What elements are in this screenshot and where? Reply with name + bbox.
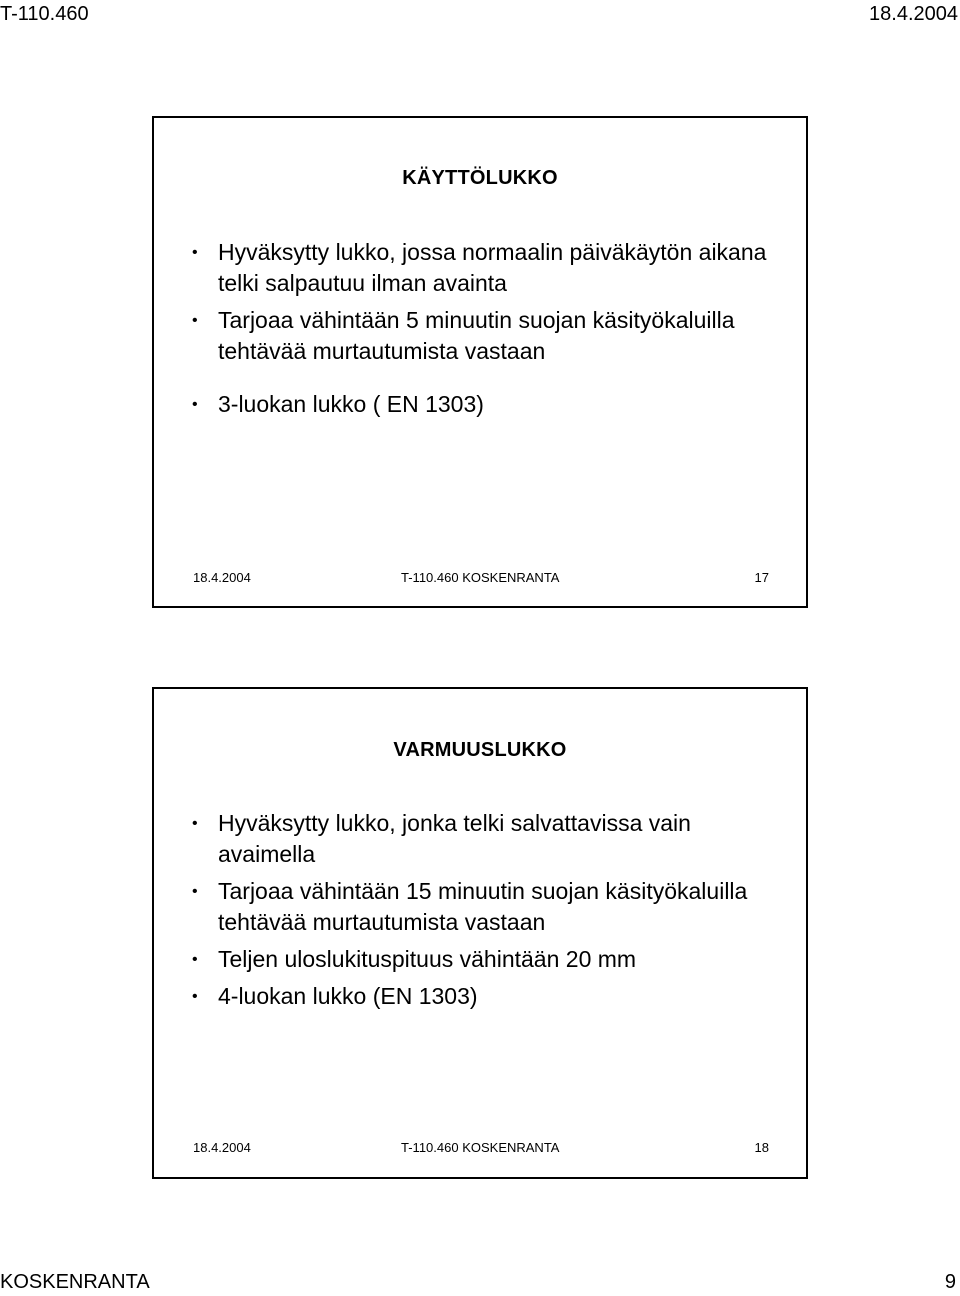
slide-footer-date: 18.4.2004: [193, 1140, 251, 1155]
bullet-icon: •: [192, 815, 198, 832]
slide-number: 18: [754, 1140, 769, 1155]
bullet-text: Teljen uloslukituspituus vähintään 20 mm: [218, 946, 637, 972]
bullet-icon: •: [192, 244, 198, 261]
slide-title: VARMUUSLUKKO: [393, 739, 567, 761]
bullet-item: [192, 876, 786, 938]
slide-footer-course: T-110.460 KOSKENRANTA: [401, 1140, 560, 1155]
bullet-icon: •: [192, 312, 198, 329]
bullet-icon: •: [192, 988, 198, 1005]
bullet-icon: •: [192, 396, 198, 413]
bullet-item: [192, 981, 786, 1012]
bullet-text: 4-luokan lukko (EN 1303): [218, 983, 478, 1009]
bullet-text: Hyväksytty lukko, jossa normaalin päiväkäytön aikana telki salpautuu ilman avainta: [218, 239, 767, 296]
page-header-date: 18.4.2004: [869, 3, 958, 25]
bullet-item: [192, 389, 786, 420]
bullet-list: [192, 237, 786, 420]
bullet-item: [192, 305, 786, 367]
slide-18: [152, 687, 808, 1179]
bullet-text: Hyväksytty lukko, jonka telki salvattavissa vain avaimella: [218, 810, 691, 867]
slide-title: KÄYTTÖLUKKO: [402, 167, 558, 189]
bullet-text: Tarjoaa vähintään 15 minuutin suojan käsityökaluilla tehtävää murtautumista vastaan: [218, 878, 748, 935]
bullet-item: [192, 808, 786, 870]
bullet-icon: •: [192, 883, 198, 900]
slide-number: 17: [754, 570, 769, 585]
slide-17: [152, 116, 808, 608]
bullet-text: 3-luokan lukko ( EN 1303): [218, 391, 484, 417]
slide-footer-date: 18.4.2004: [193, 570, 251, 585]
bullet-list: [192, 808, 786, 1012]
bullet-item: [192, 237, 786, 299]
page-footer-author: KOSKENRANTA: [0, 1271, 150, 1293]
bullet-item: [192, 944, 786, 975]
bullet-icon: •: [192, 951, 198, 968]
slide-footer-course: T-110.460 KOSKENRANTA: [401, 570, 560, 585]
page-header-course-code: T-110.460: [0, 3, 89, 25]
bullet-text: Tarjoaa vähintään 5 minuutin suojan käsityökaluilla tehtävää murtautumista vastaan: [218, 307, 735, 364]
page-number: 9: [944, 1271, 956, 1293]
